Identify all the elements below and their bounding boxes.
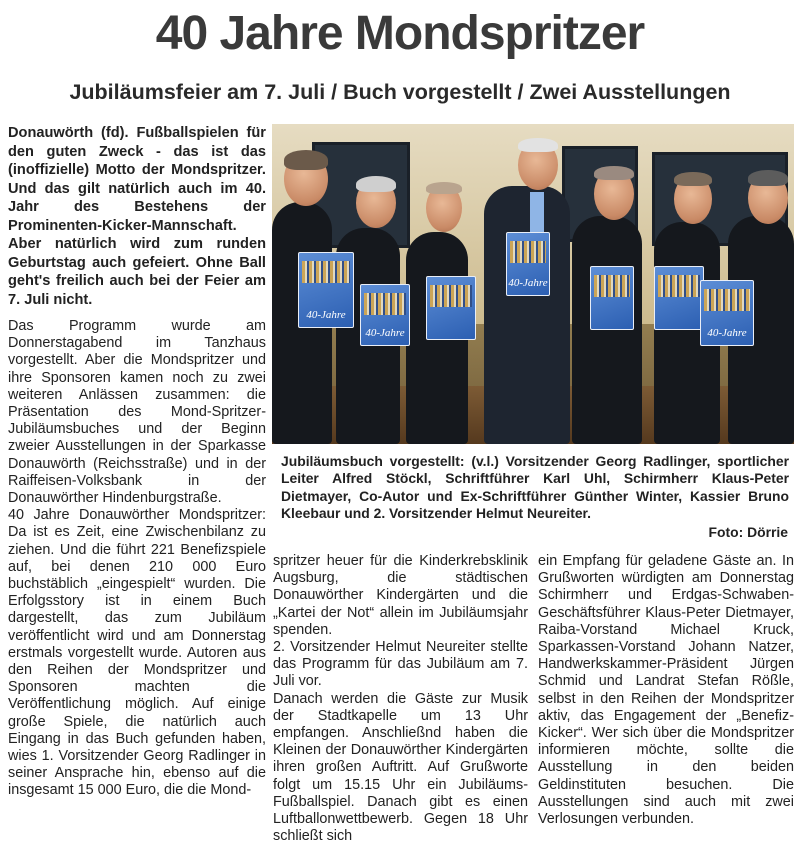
column-1-paragraph-1: Das Programm wurde am Donnerstagabend im Tanzhaus vorgestellt. Aber die Mondspritzer und ihre Sponsoren kamen noch zu zwei weiteren Anlässen zusammen: die Präsentation des Mond-Spritzer-Jubiläumsbuches und der Beginn zweier Ausstellungen in der Sparkasse Donauwörth (Reichsstraße) und in der Raiffeisen-Volksbank in der Donauwörther Hindenburgstraße. bbox=[8, 318, 266, 507]
book-cover bbox=[506, 232, 550, 296]
article-column-1 bbox=[8, 318, 266, 800]
book-title: 40-Jahre bbox=[508, 277, 548, 289]
book-cover bbox=[590, 266, 634, 330]
book-cover bbox=[426, 276, 476, 340]
lead-paragraph: Donauwörth (fd). Fußballspielen für den guten Zweck - das ist das (inoffizielle) Motto der Mondspritzer. Und das gilt natürlich auch im 40. Jahr des Bestehens der Prominenten-Kicker-Mannschaft. Aber natürlich wird zum runden Geburtstag auch gefeiert. Ohne Ball geht's freilich auch bei der Feier am 7. Juli nicht. bbox=[8, 125, 266, 308]
article-column-2 bbox=[273, 553, 528, 845]
book-cover bbox=[654, 266, 704, 330]
book-title: 40-Jahre bbox=[707, 327, 747, 339]
article-column-3 bbox=[538, 553, 794, 828]
book-title: 40-Jahre bbox=[306, 309, 346, 321]
book-title: 40-Jahre bbox=[365, 327, 405, 339]
photo-caption: Jubiläumsbuch vorgestellt: (v.l.) Vorsitzender Georg Radlinger, sportlicher Leiter Alfred Stöckl, Schriftführer Karl Uhl, Schirmherr Klaus-Peter Dietmayer, Co-Autor und Ex-Schriftführer Günther Winter, Kassier Bruno Kleebaur und 2. Vorsitzender Helmut Neureiter. bbox=[281, 453, 789, 522]
group-photo bbox=[272, 124, 794, 444]
book-cover bbox=[360, 284, 410, 346]
headline: 40 Jahre Mondspritzer bbox=[155, 7, 645, 60]
subheadline: Jubiläumsfeier am 7. Juli / Buch vorgestellt / Zwei Ausstellungen bbox=[69, 80, 731, 104]
column-2-paragraph-1: spritzer heuer für die Kinderkrebsklinik Augsburg, die städtischen Donauwörther Kindergärten und die „Kartei der Not“ allein im Jubiläumsjahr spenden. bbox=[273, 553, 528, 638]
column-2-paragraph-2: 2. Vorsitzender Helmut Neureiter stellte das Programm für das Jubiläum am 7. Juli vor. bbox=[273, 639, 528, 690]
photo-credit: Foto: Dörrie bbox=[708, 524, 788, 540]
book-cover bbox=[700, 280, 754, 346]
column-2-paragraph-3: Danach werden die Gäste zur Musik der Stadtkapelle um 13 Uhr empfangen. Anschließnd haben die Kleinen der Donauwörther Kindergärten ihren großen Auftritt. Auf Grußworte folgt um 15.15 Uhr ein Jubiläums-Fußballspiel. Danach gibt es einen Luftballonwettbewerb. Gegen 18 Uhr schließt sich bbox=[273, 690, 528, 845]
book-cover bbox=[298, 252, 354, 328]
column-1-paragraph-2: 40 Jahre Donauwörther Mondspritzer: Da ist es Zeit, eine Zwischenbilanz zu ziehen. Und die führt 221 Benefizspiele auf, bei denen 210 000 Euro buchstäblich „eingespielt“ wurden. Die Erfolgsstory ist in einem Buch dargestellt, das zum Jubiläum veröffentlicht wird und am Donnerstag erstmals vorgestellt wurde. Autoren aus den Reihen der Mondspritzer und Sponsoren machten die Veröffentlichung möglich. Auf einige große Spiele, die natürlich auch Eingang in das Buch gefunden haben, wies 1. Vorsitzender Georg Radlinger in seiner Ansprache hin, ebenso auf die insgesamt 15 000 Euro, die die Mond- bbox=[8, 507, 266, 799]
column-3-paragraph-1: ein Empfang für geladene Gäste an. In Grußworten würdigten am Donnerstag Schirmherr und Erdgas-Schwaben-Geschäftsführer Klaus-Peter Dietmayer, Raiba-Vorstand Michael Kruck, Sparkassen-Vorstand Johann Natzer, Handwerkskammer-Präsident Jürgen Schmid und Landrat Stefan Rößle, selbst in den Reihen der Mondspritzer aktiv, das Engagement der „Benefiz-Kicker“. Wer sich über die Mondspritzer informieren möchte, sollte die Ausstellung in den beiden Geldinstituten besuchen. Die Ausstellungen sind auch mit zwei Verlosungen verbunden. bbox=[538, 553, 794, 828]
